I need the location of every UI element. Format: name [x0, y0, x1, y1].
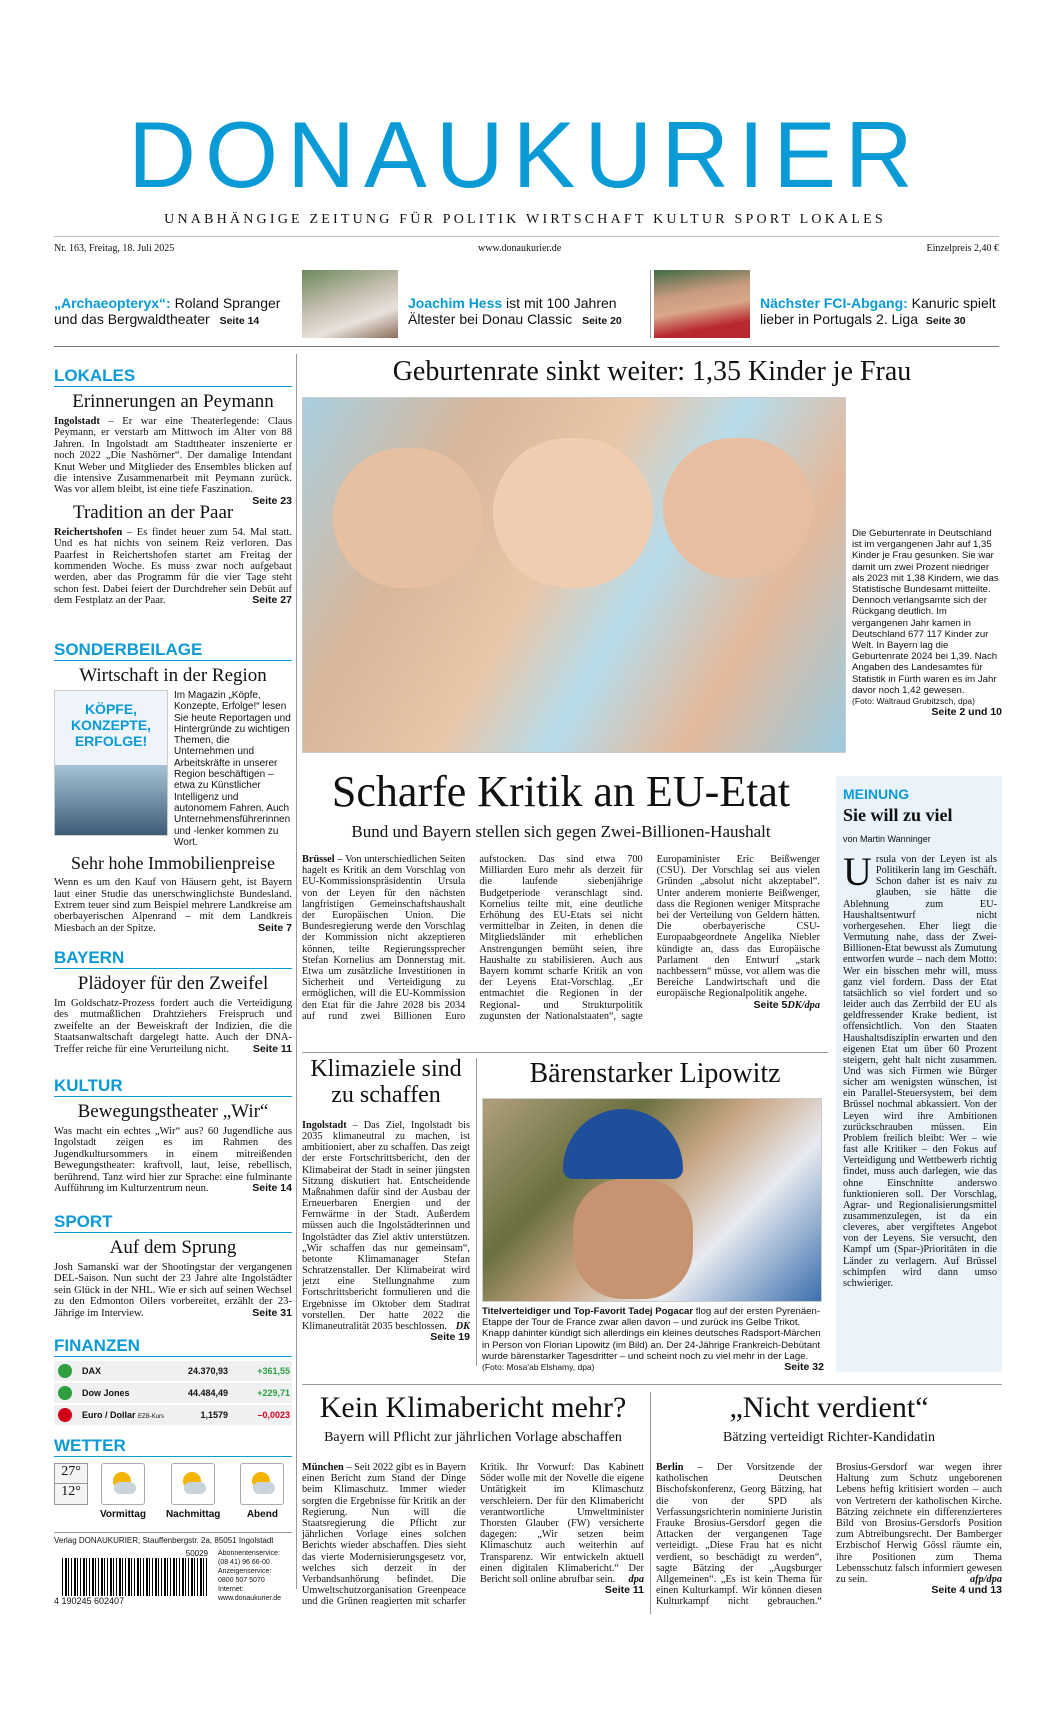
lead-caption: Die Geburtenrate in Deutschland ist im vergangenen Jahr auf 1,35 Kinder je Frau gesunken. Sie war damit um zwei Prozent niedriger als 2023 mit 1,38 Kindern, wie das Statistische Bundesamt mitteilte. Dennoch verlangsamte sich der Rückgang deutlich. Im vergangenen Jahr kamen in Deutschland 677 117 Kinder zur Welt. In Bayern lag die Geburtenrate 2024 bei 1,39. Nach Angaben des Landesamtes für Statistik in Fürth waren es im Jahr davor noch 1,42 gewesen. [852, 528, 999, 696]
lokales-a1-text: Ingolstadt – Er war eine Theaterlegende: Claus Peymann, er verstarb am Mittwoch im Alter von 88 Jahren. In Ingolstadt am Stadttheater inszenierte er noch 2022 „Die Nashörner“. Der damalige Intendant Knut Weber und Mitglieder des Ensembles blicken auf die intensive Zusammenarbeit mit Peymann zurück. Was vor allem bleibt, ist eine tiefe Faszination. Seite 23 [54, 416, 292, 507]
verdient-text: Berlin – Der Vorsitzende der katholischen Deutschen Bischofskonferenz, Georg Bätzing, hat die von der SPD als Verfassungsrichterin nominierte Juristin Frauke Brosius-Gersdorf gegen die Attacken der vergangenen Tage verteidigt. „Diese Frau hat es nicht verdient, so beschädigt zu werden“, sagte Bätzing der „Augsburger Allgemeinen“. „Es ist kein Thema für einen Kulturkampf. Wir können diesen Kulturkampf nicht gebrauchen.“ Brosius-Gersdorf war wegen ihrer Haltung zum Schutz ungeborenen Lebens heftig kritisiert worden – auch von Vertretern der katholischen Kirche. Bätzing zeichnete ein differenzierteres Bild von Brosius-Gersdorfs Position zum Abtreibungsrecht. Der Bamberger Erzbischof Herwig Gössl räumte ein, ihre Positionen zum Thema Lebensschutz falsch informiert gewesen zu sein. afp/dpa Seite 4 und 13 [656, 1462, 1002, 1608]
lipowitz-caption: flog auf der ersten Pyrenäen-Etappe der Tour de France zwar allen davon – und zurück ins Gelbe Trikot. Knapp dahinter kündigt sich allerdings ein kleines deutsches Radsport-Märchen in Person von Florian Lipowitz (im Bild) an. Der 24-Jährige Frankreich-Debütant wurde bärenstarker Tagesdritter – und scheint noch zu viel mehr in der Lage. [482, 1306, 821, 1362]
barcode-top: 50029 [185, 1549, 208, 1558]
weather-time-3: Abend [246, 1509, 278, 1520]
verlag-line: Verlag DONAUKURIER, Stauffenbergstr. 2a, 85051 Ingolstadt [54, 1532, 292, 1545]
weather-time-2: Nachmittag [165, 1509, 221, 1520]
price: Einzelpreis 2,40 € [926, 243, 999, 254]
klimabericht-headline: Kein Klimabericht mehr? [319, 1391, 627, 1424]
lead-headline: Geburtenrate sinkt weiter: 1,35 Kinder je Frau [392, 356, 912, 387]
teaser-3[interactable] [760, 295, 1000, 329]
teaser-2-highlight: Joachim Hess [408, 295, 503, 311]
sun-cloud-icon [101, 1463, 145, 1505]
verlag-website[interactable]: www.donaukurier.de [218, 1595, 282, 1602]
teaser-3-highlight: Nächster FCI-Abgang: [760, 295, 908, 311]
temp-high: 27° [55, 1464, 87, 1484]
teaser-1-page: Seite 14 [219, 315, 260, 327]
section-sport: SPORT [54, 1212, 292, 1233]
magazine-cover[interactable] [54, 690, 168, 836]
weather-time-1: Vormittag [100, 1509, 146, 1520]
meinung-label: MEINUNG [843, 786, 910, 802]
klima-headline: Klimaziele sind zu schaffen [310, 1056, 462, 1108]
teaser-2[interactable] [408, 295, 644, 329]
eu-page: Seite 5 [753, 998, 788, 1011]
klima-text: Ingolstadt – Das Ziel, Ingolstadt bis 2035 klimaneutral zu machen, ist ambitioniert, aber zu schaffen. Das zeigt der erste Fortschrittsbericht, den der Klimabeirat der Stadt in seiner jüngsten Sitzung diskutiert hat. Entscheidende Maßnahmen dafür sind der Ausbau der Erneuerbaren Energien und der Fernwärme in der Stadt. Außerdem müssen auch die Ingolstädterinnen und Ingolstädter das Ziel aktiv unterstützen. „Wir schaffen das nur gemeinsam“, betonte Klimamanager Stefan Schratzenstaller. Der Klimabeirat wird jetzt eine Stellungnahme zum Fortschrittsbericht formulieren und die Ergebnisse im Oktober dem Stadtrat vorstellen. Der hatte 2022 die Klimaneutralität 2035 beschlossen. DK Seite 19 [302, 1120, 470, 1343]
teaser-3-text: Kanuric spielt lieber in Portugals 2. Liga [760, 295, 996, 327]
lead-photo [302, 397, 846, 753]
lead-page: Seite 2 und 10 [931, 706, 1002, 719]
section-wetter: WETTER [54, 1436, 292, 1457]
teaser-1-highlight: „Archaeopteryx“: [54, 295, 171, 311]
kultur-page: Seite 14 [252, 1182, 292, 1195]
eu-subhead: Bund und Bayern stellen sich gegen Zwei-Billionen-Haushalt [351, 822, 771, 841]
eu-text: Brüssel – Von unterschiedlichen Seiten hagelt es Kritik an dem Vorschlag von EU-Kommissionspräsidentin Ursula von der Leyen für den nächsten langfristigen Gemeinschaftshaushalt der Europäischen Union. Die Bundesregierung werde den Vorschlag der Kommission nicht akzeptieren können, teilte Regierungssprecher Stefan Kornelius am Donnerstag mit. Etwa um zusätzliche Investitionen in Sicherheit und Verteidigung zu ermöglichen, will die EU-Kommission den Etat für die Jahre 2028 bis 2034 auf rund zwei Billionen Euro aufstocken. Das sind etwa 700 Milliarden Euro mehr als derzeit für die laufende siebenjährige Budgetperiode veranschlagt sind. Kornelius teilte mit, eine deutliche Erhöhung des EU-Etats sei nicht vermittelbar in Zeiten, in denen die Mitgliedsländer mit erheblichen Anstrengungen bemüht seien, ihre Haushalte zu stabilisieren. Auch aus Bayern kommt scharfe Kritik an von der Leyens Etat-Vorschlag. „Er entmachtet die Regionen in der Regional- und Strukturpolitik zugunsten der Nationalstaaten“, sagte Europaminister Eric Beißwenger (CSU). Der Vorschlag sei aus vielen Gründen „absolut nicht akzeptabel“. Unter anderem monierte Beißwenger, dass die Regionen weniger Mitsprache bei der Verteilung von Geldern hätten. Die oberbayerische CSU-Europaabgeordnete Angelika Niebler kündigte an, dass das Europäische Parlament den Entwurf „stark nachbessern“ müsse, vor allem was die Bereiche Landwirtschaft und die europäische Regionalpolitik angehe. DK/dpa Seite 5 [302, 854, 820, 1022]
lokales-a1-page: Seite 23 [252, 494, 292, 507]
lokales-a2-text: Reichertshofen – Es findet heuer zum 54. Mal statt. Und es hat nichts von seinem Reiz verloren. Das Paarfest in Reichertshofen startet am Freitag der kommenden Woche. Es muss zwar noch aufgebaut werden, aber das Programm für die vier Tage steht schon fest. Dabei feiert der Durchdreher sein Debüt auf dem Festplatz an der Paar. Seite 27 [54, 526, 292, 607]
magazine-cover-title: KÖPFE, KONZEPTE, ERFOLGE! [70, 701, 152, 749]
sun-cloud-icon [240, 1463, 284, 1505]
bayern-title: Plädoyer für den Zweifel [77, 973, 269, 994]
verdient-headline: „Nicht verdient“ [729, 1391, 929, 1424]
lipowitz-page: Seite 32 [784, 1361, 824, 1374]
lokales-a2-title: Tradition an der Paar [73, 501, 234, 523]
klimabericht-page: Seite 11 [604, 1584, 644, 1597]
barcode [62, 1558, 208, 1596]
masthead-tagline: UNABHÄNGIGE ZEITUNG FÜR POLITIK WIRTSCHAFT KULTUR SPORT LOKALES [164, 212, 886, 227]
lokales-a2-page: Seite 27 [252, 594, 292, 607]
klimabericht-text: München – Seit 2022 gibt es in Bayern einen Bericht zum Stand der Dinge beim Klimaschutz. Immer wieder sorgten die Ergebnisse für Kritik an der Regierung. Nun will die Staatsregierung die Pflicht zur jährlichen Vorlage eines solchen Berichts wieder abschaffen. Dies sieht das vierte Modernisierungsgesetz vor, welches sich derzeit in der Verbandsanhörung befindet. Die Umweltschutzorganisation Greenpeace und die Grünen reagierten mit scharfer Kritik. Ihr Vorwurf: Das Kabinett Söder wolle mit der Novelle die eigene Untätigkeit im Klimaschutz verschleiern. Der für den Klimabericht verantwortliche Umweltminister Thorsten Glauber (FW) versicherte dagegen: „Wir setzen beim Klimaschutz auch weiterhin auf Transparenz. Wir entwickeln aktuell einen digitalen Klimabericht.“ Der Bericht soll online abrufbar sein. dpa Seite 11 [302, 1462, 644, 1608]
teaser-3-photo [654, 270, 750, 338]
verdient-subhead: Bätzing verteidigt Richter-Kandidatin [723, 1430, 935, 1445]
sport-text: Josh Samanski war der Shootingstar der vergangenen DEL-Saison. Nun sucht der 23 Jahre alte Ingolstädter sein Glück in der NHL. Wie er sich auf seinen Wechsel zu den Edmonton Oilers vorbereitet, erzählt der 23-Jährige im Interview. Seite 31 [54, 1262, 292, 1319]
teaser-3-page: Seite 30 [925, 315, 966, 327]
section-sonderbeilage: SONDERBEILAGE [54, 640, 292, 661]
section-kultur: KULTUR [54, 1076, 292, 1097]
eu-headline: Scharfe Kritik an EU-Etat [331, 767, 791, 816]
sonderbeilage-a2-page: Seite 7 [258, 921, 292, 934]
finanzen-row-dow: Dow Jones 44.484,49 +229,71 [54, 1383, 292, 1403]
section-finanzen: FINANZEN [54, 1336, 292, 1357]
teaser-1[interactable] [54, 295, 294, 329]
sun-cloud-icon [171, 1463, 215, 1505]
bayern-page: Seite 11 [252, 1042, 292, 1055]
meinung-author: von Martin Wanninger [843, 834, 931, 844]
lipowitz-headline: Bärenstarker Lipowitz [529, 1058, 781, 1089]
lokales-a1-title: Erinnerungen an Peymann [72, 391, 274, 412]
barcode-number: 4 190245 602407 [54, 1596, 125, 1606]
section-bayern: BAYERN [54, 948, 292, 969]
arrow-up-icon [58, 1364, 72, 1378]
sonderbeilage-text: Im Magazin „Köpfe, Konzepte, Erfolge!“ lesen Sie heute Reportagen und Hintergründe zu wichtigen Themen, die Unternehmen und Arbeitskräfte in unserer Region beschäftigen – etwa zu Künstlicher Intelligenz und autonomem Fahren. Auch Unternehmensführerinnen und -lenker kommen zu Wort. [174, 690, 291, 848]
finanzen-table [54, 1361, 292, 1425]
meinung-text: Ursula von der Leyen ist als Politikerin lang im Geschäft. Schon daher ist es naiv zu glauben, sie hätte die Ablehnung zum EU-Haushaltsentwurf nicht vorhergesehen. Eher liegt die Vermutung nahe, dass der Zwei-Billionen-Etat bewusst als Zumutung entworfen wurde – nach dem Motto: Wer ein bisschen mehr will, muss ganz viel fordern. Dass der Etat tatsächlich so viel fordert und so leider auch das Zerrbild der EU als geldfressender Krake bedient, ist offensichtlich. Von den Staaten Haushaltsdisziplin erwarten und den eigenen Etat um über 60 Prozent steigern, geht halt nicht zusammen. Und was sich Firmen wie Bürger sicher am wenigsten wünschen, ist ein Parallel-Steuersystem, bei dem Brüssel nochmal abkassiert. Von der Leyen wird ihre Ambitionen zurückschrauben müssen. Ein Problem freilich bleibt: Wer – wie fast alle Kritiker – den Fokus auf Verteidigung und Wettbewerb richtig findet, muss auch darlegen, wie das ohne Einschnitte anderswo funktionieren soll. Der Vorschlag, Agrar- und Regionalisierungsmittel zusammenzulegen, ist da ein cleveres, aber vergiftetes Angebot von der Leyens. Sie versucht, den Kampf um (Spar-)Prioritäten in die Länder zu verlagern. Auf Brüssel schimpfen wird dann umso schwieriger. [843, 849, 997, 1289]
section-lokales: LOKALES [54, 366, 292, 387]
teaser-1-text: Roland Spranger und das Bergwaldtheater [54, 295, 281, 327]
verdient-page: Seite 4 und 13 [931, 1584, 1002, 1597]
sport-page: Seite 31 [252, 1306, 292, 1319]
kultur-text: Was macht ein echtes „Wir“ aus? 60 Jugendliche aus Ingolstadt zeigen es im Rahmen des Jugendkultursommers in einem mitreißenden Bewegungstheater: kraftvoll, laut, leise, rebellisch, berührend. Tanz wird hier zur Sprache: eine fulminante Aufführung im Kulturzentrum neun. Seite 14 [54, 1126, 292, 1195]
temperature-box [54, 1463, 88, 1505]
sonderbeilage-a2-title: Sehr hohe Immobilienpreise [71, 853, 275, 874]
temp-low: 12° [61, 1484, 81, 1499]
masthead-title: DONAUKURIER [128, 102, 922, 207]
arrow-down-icon [58, 1408, 72, 1422]
teaser-2-photo [302, 270, 398, 338]
klimabericht-subhead: Bayern will Pflicht zur jährlichen Vorlage abschaffen [324, 1430, 622, 1445]
website-link[interactable]: www.donaukurier.de [478, 243, 562, 254]
bayern-text: Im Goldschatz-Prozess fordert auch die Verteidigung des mutmaßlichen Drahtziehers Freispruch und zweifelte an der Beweiskraft der Indizien, die die Staatsanwaltschaft dargelegt hatte. Auch der DNA-Treffer reiche für eine Verurteilung nicht. Seite 11 [54, 998, 292, 1055]
meinung-title: Sie will zu viel [843, 805, 953, 825]
lipowitz-credit: (Foto: Mosa'ab Elshamy, dpa) [482, 1362, 595, 1373]
sonderbeilage-title: Wirtschaft in der Region [79, 665, 267, 686]
lipowitz-photo [482, 1098, 822, 1302]
sport-title: Auf dem Sprung [109, 1237, 237, 1258]
kultur-title: Bewegungstheater „Wir“ [77, 1101, 269, 1122]
sonderbeilage-a2-text: Wenn es um den Kauf von Häusern geht, ist Bayern laut einer Studie das unerschwinglichste Bundesland. Extrem teuer sind zum Beispiel mehrere Landkreise am oberbayerischen Alpenrand – mit dem Landkreis Miesbach an der Spitze. Seite 7 [54, 877, 292, 934]
lead-credit: (Foto: Waltraud Grubitzsch, dpa) [852, 696, 975, 707]
arrow-up-icon [58, 1386, 72, 1400]
finanzen-row-dax: DAX 24.370,93 +361,55 [54, 1361, 292, 1381]
issue-info: Nr. 163, Freitag, 18. Juli 2025 [54, 243, 175, 254]
lipowitz-caption-bold: Titelverteidiger und Top-Favorit Tadej Pogacar [482, 1306, 694, 1317]
teaser-2-text: ist mit 100 Jahren Ältester bei Donau Classic [408, 295, 617, 327]
finanzen-row-eurodollar: Euro / Dollar EZB-Kurs 1,1579 –0,0023 [54, 1405, 292, 1425]
teaser-2-page: Seite 20 [582, 315, 622, 327]
klima-page: Seite 19 [430, 1330, 470, 1343]
